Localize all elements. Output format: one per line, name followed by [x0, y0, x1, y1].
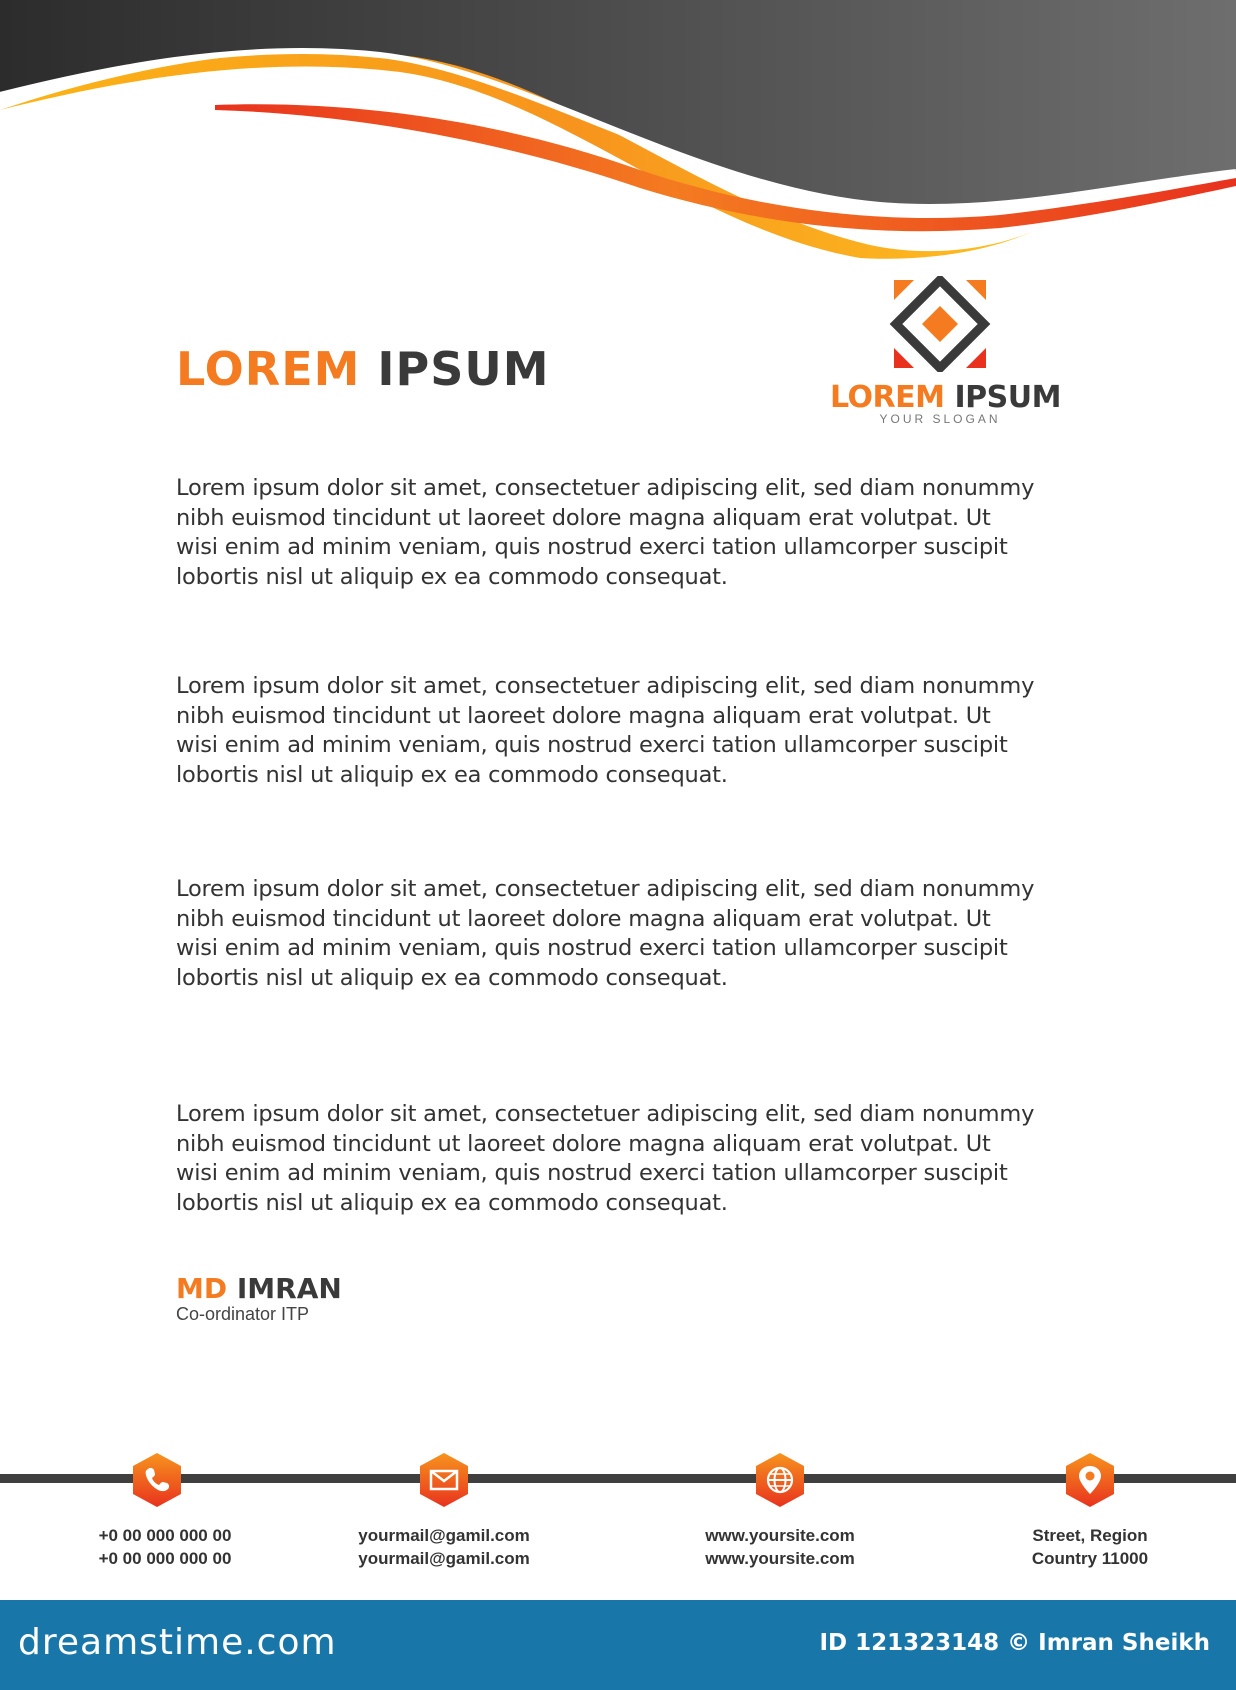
signature-name [176, 1272, 342, 1305]
page-title [176, 342, 550, 396]
stock-site-logo: dreamstime.com [18, 1622, 337, 1663]
logo-slogan: YOUR SLOGAN [879, 412, 1001, 426]
paragraph-line: lobortis nisl ut aliquip ex ea commodo consequat. [176, 761, 728, 788]
contact-line: www.yoursite.com [705, 1549, 855, 1568]
body-paragraph [176, 474, 1076, 592]
page-title-part1: LOREM [176, 342, 361, 396]
signature-role: Co-ordinator ITP [176, 1304, 310, 1324]
header-wave-graphic [0, 0, 1236, 280]
logo-name [830, 380, 1061, 415]
contact-line: yourmail@gamil.com [358, 1549, 530, 1568]
contact-line: yourmail@gamil.com [358, 1526, 530, 1545]
diamond-square-icon [888, 276, 992, 372]
paragraph-line: lobortis nisl ut aliquip ex ea commodo consequat. [176, 1189, 728, 1216]
phone-icon [131, 1452, 183, 1508]
mail-icon [418, 1452, 470, 1508]
contact-line: Country 11000 [1031, 1549, 1149, 1568]
contact-line: Street, Region [1032, 1526, 1148, 1545]
paragraph-line: lobortis nisl ut aliquip ex ea commodo consequat. [176, 563, 728, 590]
paragraph-line: wisi enim ad minim veniam, quis nostrud exerci tation ullamcorper suscipit [176, 935, 1008, 961]
location-pin-icon [1064, 1452, 1116, 1508]
paragraph-line: nibh euismod tincidunt ut laoreet dolore magna aliquam erat volutpat. Ut [176, 504, 991, 531]
logo-name-part1: LOREM [830, 380, 945, 415]
contact-line: www.yoursite.com [705, 1526, 855, 1545]
body-paragraph [176, 672, 1076, 790]
stock-image-id: ID 121323148 © Imran Sheikh [819, 1630, 1210, 1656]
footer-divider [0, 1474, 1236, 1483]
paragraph-line: Lorem ipsum dolor sit amet, consectetuer adipiscing elit, sed diam nonummy [176, 475, 1035, 501]
signature-name-part1: MD [176, 1272, 228, 1305]
contact-line: +0 00 000 000 00 [98, 1526, 232, 1545]
company-logo [830, 276, 1061, 426]
globe-icon [754, 1452, 806, 1508]
paragraph-line: Lorem ipsum dolor sit amet, consectetuer adipiscing elit, sed diam nonummy [176, 1101, 1035, 1127]
paragraph-line: nibh euismod tincidunt ut laoreet dolore magna aliquam erat volutpat. Ut [176, 905, 991, 932]
signature-name-part2: IMRAN [236, 1272, 342, 1305]
body-paragraph [176, 875, 1076, 993]
paragraph-line: Lorem ipsum dolor sit amet, consectetuer adipiscing elit, sed diam nonummy [176, 876, 1035, 902]
body-paragraph [176, 1100, 1076, 1218]
contact-line: +0 00 000 000 00 [98, 1549, 232, 1568]
paragraph-line: nibh euismod tincidunt ut laoreet dolore magna aliquam erat volutpat. Ut [176, 702, 991, 729]
logo-name-part2: IPSUM [954, 380, 1061, 415]
page-title-part2: IPSUM [377, 342, 550, 396]
paragraph-line: wisi enim ad minim veniam, quis nostrud exerci tation ullamcorper suscipit [176, 732, 1008, 758]
paragraph-line: lobortis nisl ut aliquip ex ea commodo consequat. [176, 964, 728, 991]
stock-credit-bar [0, 1600, 1236, 1690]
paragraph-line: nibh euismod tincidunt ut laoreet dolore magna aliquam erat volutpat. Ut [176, 1130, 991, 1157]
paragraph-line: wisi enim ad minim veniam, quis nostrud exerci tation ullamcorper suscipit [176, 534, 1008, 560]
paragraph-line: Lorem ipsum dolor sit amet, consectetuer adipiscing elit, sed diam nonummy [176, 673, 1035, 699]
paragraph-line: wisi enim ad minim veniam, quis nostrud exerci tation ullamcorper suscipit [176, 1160, 1008, 1186]
